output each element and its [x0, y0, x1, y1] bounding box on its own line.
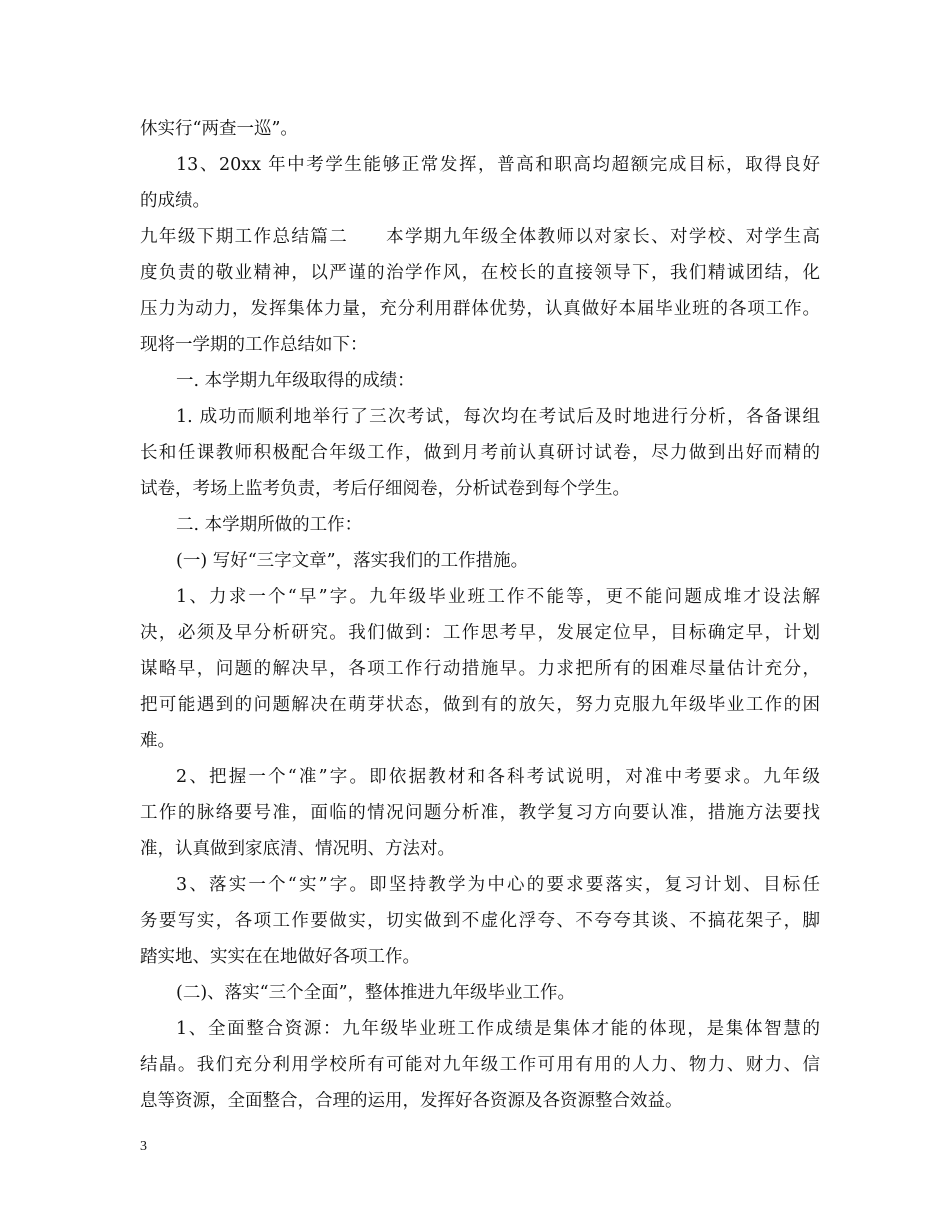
- text-line: 1. 成功而顺利地举行了三次考试，每次均在考试后及时地进行分析，各备课组: [176, 407, 820, 427]
- text-line: 3、落实一个“实”字。即坚持教学为中心的要求要落实，复习计划、目标任: [176, 875, 820, 895]
- text-line: 难。: [140, 731, 175, 751]
- text-line: 谋略早，问题的解决早，各项工作行动措施早。力求把所有的困难尽量估计充分，: [140, 659, 820, 679]
- text-line: 务要写实，各项工作要做实，切实做到不虚化浮夸、不夸夸其谈、不搞花架子，脚: [140, 911, 820, 931]
- text-line: 踏实地、实实在在地做好各项工作。: [140, 947, 420, 967]
- text-line: 13、20xx 年中考学生能够正常发挥，普高和职高均超额完成目标，取得良好: [176, 155, 820, 175]
- subsection-heading: (二)、落实“三个全面”，整体推进九年级毕业工作。: [176, 983, 576, 1003]
- section-heading: 一. 本学期九年级取得的成绩：: [176, 371, 415, 391]
- text-line: 九年级下期工作总结篇二 本学期九年级全体教师以对家长、对学校、对学生高: [140, 227, 820, 247]
- text-line: 结晶。我们充分利用学校所有可能对九年级工作可用有用的人力、物力、财力、信: [140, 1055, 820, 1075]
- text-line: 试卷，考场上监考负责，考后仔细阅卷，分析试卷到每个学生。: [140, 479, 630, 499]
- text-line: 准，认真做到家底清、情况明、方法对。: [140, 839, 455, 859]
- text-line: 压力为动力，发挥集体力量，充分利用群体优势，认真做好本届毕业班的各项工作。: [140, 299, 820, 319]
- text-line: 休实行“两查一巡”。: [140, 119, 298, 139]
- page-number: 3: [140, 1139, 147, 1154]
- text-line: 2、把握一个“准”字。即依据教材和各科考试说明，对准中考要求。九年级: [176, 767, 820, 787]
- text-line: 把可能遇到的问题解决在萌芽状态，做到有的放矢，努力克服九年级毕业工作的困: [140, 695, 820, 715]
- text-line: 现将一学期的工作总结如下：: [140, 335, 368, 355]
- text-line: 息等资源，全面整合，合理的运用，发挥好各资源及各资源整合效益。: [140, 1091, 683, 1111]
- text-line: 决，必须及早分析研究。我们做到：工作思考早，发展定位早，目标确定早，计划: [140, 623, 820, 643]
- text-line: 度负责的敬业精神，以严谨的治学作风，在校长的直接领导下，我们精诚团结，化: [140, 263, 820, 283]
- text-line: 工作的脉络要号准，面临的情况问题分析准，教学复习方向要认准，措施方法要找: [140, 803, 820, 823]
- text-line: 长和任课教师积极配合年级工作，做到月考前认真研讨试卷，尽力做到出好而精的: [140, 443, 820, 463]
- subsection-heading: (一) 写好“三字文章”，落实我们的工作措施。: [176, 551, 529, 571]
- section-heading: 二. 本学期所做的工作：: [176, 515, 363, 535]
- text-line: 1、全面整合资源：九年级毕业班工作成绩是集体才能的体现，是集体智慧的: [176, 1019, 820, 1039]
- text-line: 1、力求一个“早”字。九年级毕业班工作不能等，更不能问题成堆才设法解: [176, 587, 820, 607]
- text-line: 的成绩。: [140, 191, 210, 211]
